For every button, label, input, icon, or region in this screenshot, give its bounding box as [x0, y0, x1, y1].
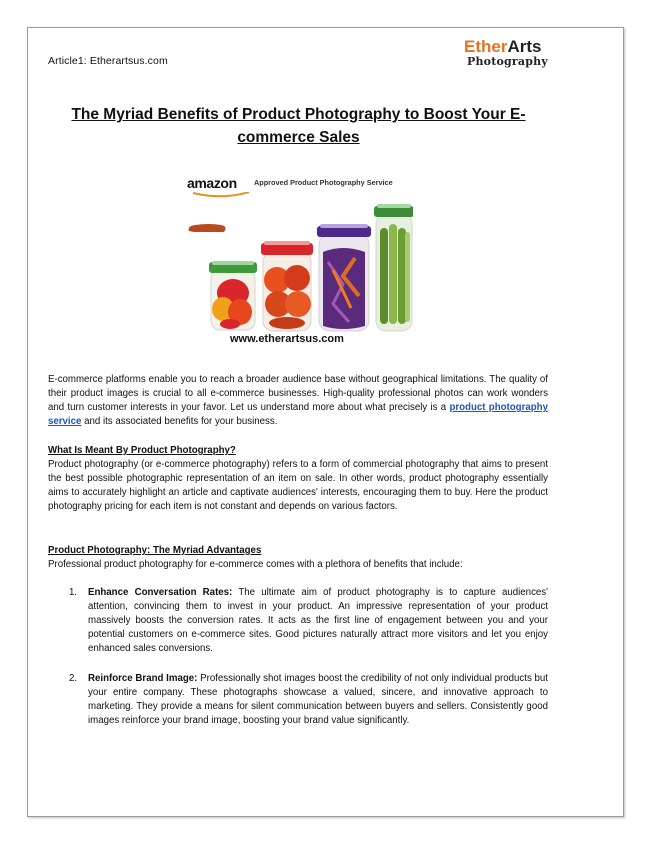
section-heading-what-is: What Is Meant By Product Photography? — [48, 445, 236, 456]
logo-subtitle: Photography — [467, 55, 548, 68]
list-item-text: Professionally shot images boost the credibility of not only individual products but your entire company. These photographs showcase a valued, sincere, and innovative approach to marketing. They provide a means for silent communication between buyers and sellers. Consistently good images reinforce your brand image, boosting your brand value significantly. — [88, 673, 548, 727]
section-text-what-is: Product photography (or e-commerce photography) refers to a form of commercial photography that aims to present the best possible photographic representation of an item on sale. In other words, product photography essentially aims to accurately highlight an article and captivate audiences' interests, encouraging them to buy. Here the product photography pricing for each item is not constant and depends on various factors. — [48, 459, 548, 513]
jar-cucumbers — [374, 204, 413, 331]
intro-text-1: E-commerce platforms enable you to reach a broader audience base without geographical limitations. The quality of their product images is crucial to all e-commerce businesses. High-quality professional photos can work wonders and turn customer interests in your favor. Let us understand more about what precisely is a — [48, 374, 548, 414]
intro-text-2: and its associated benefits for your business. — [81, 416, 278, 428]
section-text-advantages: Professional product photography for e-commerce comes with a plethora of benefits that include: — [48, 559, 463, 571]
pickle-jars-illustration — [183, 192, 413, 332]
image-url: www.etherartsus.com — [230, 333, 344, 345]
logo-part-arts: Arts — [507, 37, 542, 56]
image-caption: Approved Product Photography Service — [254, 178, 393, 187]
logo-part-ether: Ether — [464, 37, 508, 56]
etherarts-logo — [464, 38, 554, 74]
section-advantages — [48, 544, 548, 572]
list-number: 1. — [69, 587, 78, 598]
list-item-title: Enhance Conversation Rates: — [88, 587, 233, 598]
product-photo — [183, 172, 413, 344]
jar-tomatoes — [261, 241, 313, 331]
jar-peppers — [209, 261, 257, 330]
list-item-title: Reinforce Brand Image: — [88, 673, 198, 684]
list-number: 2. — [69, 673, 78, 684]
list-item-text: The ultimate aim of product photography is to capture audiences' attention, convincing them to invest in your product. An impressive representation of your product massively boosts the conversion rates. It acts as the first line of engagement between you and your potential customers on e-commerce sites. Good pictures naturally attract more visitors and let you enjoy enhanced sales conversions. — [88, 587, 548, 655]
section-what-is — [48, 444, 548, 514]
jar-cabbage — [317, 224, 371, 331]
section-heading-advantages: Product Photography: The Myriad Advantages — [48, 545, 262, 556]
intro-paragraph — [48, 373, 548, 429]
article-title: The Myriad Benefits of Product Photography to Boost Your E-commerce Sales — [71, 106, 526, 146]
article-label: Article1: Etherartsus.com — [48, 55, 168, 67]
product-photography-service-link[interactable]: product photography service — [48, 402, 548, 428]
amazon-brand-text: amazon — [187, 175, 237, 191]
